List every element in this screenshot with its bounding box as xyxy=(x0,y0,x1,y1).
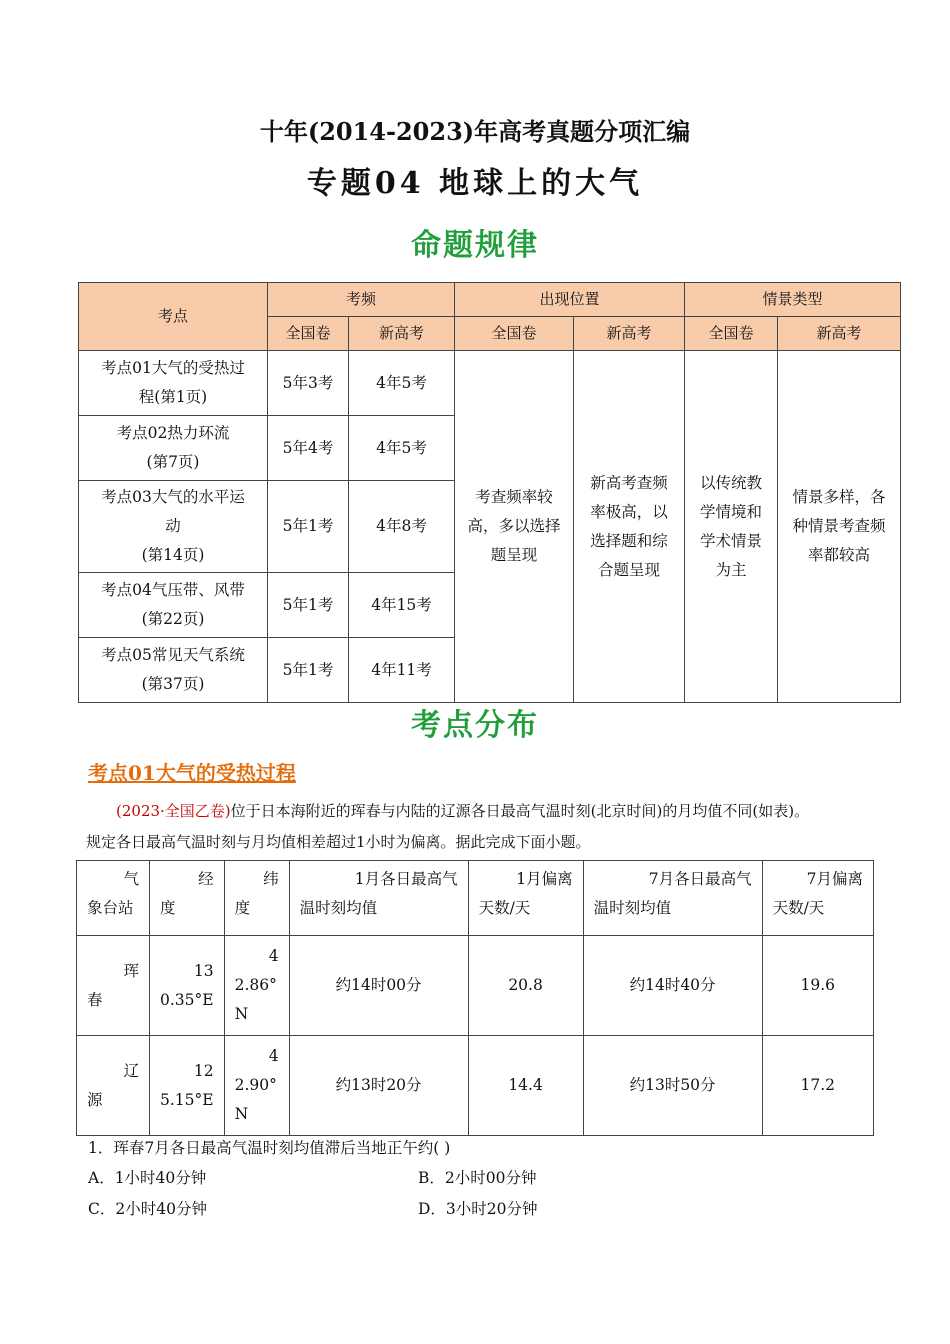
position-national: 考查频率较 高，多以选择 题呈现 xyxy=(455,351,574,703)
subheader-new: 新高考 xyxy=(574,317,685,351)
table-row xyxy=(79,351,901,416)
station-cell: 辽 源 xyxy=(77,1036,150,1136)
topic-title: 专题04 地球上的大气 xyxy=(306,166,644,201)
col-jan-dev: 1月偏离 天数/天 xyxy=(468,861,583,936)
station-data-table xyxy=(76,860,874,1136)
col-jul-time: 7月各日最高气 温时刻均值 xyxy=(583,861,762,936)
option-b: B．2小时00分钟 xyxy=(418,1169,537,1187)
national-freq: 5年1考 xyxy=(268,638,349,703)
national-freq: 5年1考 xyxy=(268,573,349,638)
national-freq: 5年1考 xyxy=(268,481,349,573)
question-intro: (2023·全国乙卷)位于日本海附近的珲春与内陆的辽源各日最高气温时刻(北京时间)的月均值不同(如表)。 规定各日最高气温时刻与月均值相差超过1小时为偏离。据此完成下面小题。 xyxy=(86,802,810,851)
latitude-cell: 4 2.86° N xyxy=(224,936,289,1036)
scene-new: 情景多样，各 种情景考查频 率都较高 xyxy=(778,351,901,703)
new-freq: 4年8考 xyxy=(349,481,455,573)
question-source: (2023·全国乙卷) xyxy=(116,802,231,820)
table-row xyxy=(77,1036,874,1136)
new-freq: 4年5考 xyxy=(349,416,455,481)
option-d: D．3小时20分钟 xyxy=(418,1200,538,1218)
jan-dev-cell: 20.8 xyxy=(468,936,583,1036)
longitude-cell: 13 0.35°E xyxy=(150,936,225,1036)
national-freq: 5年4考 xyxy=(268,416,349,481)
jan-time-cell: 约14时00分 xyxy=(289,936,468,1036)
new-freq: 4年15考 xyxy=(349,573,455,638)
section-title-mingti: 命题规律 xyxy=(411,228,539,263)
position-new: 新高考查频 率极高，以 选择题和综 合题呈现 xyxy=(574,351,685,703)
subheader-national: 全国卷 xyxy=(685,317,778,351)
station-cell: 珲 春 xyxy=(77,936,150,1036)
overview-table xyxy=(78,282,901,703)
col-jul-dev: 7月偏离 天数/天 xyxy=(762,861,873,936)
longitude-cell: 12 5.15°E xyxy=(150,1036,225,1136)
table-row xyxy=(77,936,874,1036)
kaodian-cell: 考点01大气的受热过 程(第1页) xyxy=(79,351,268,416)
option-c: C．2小时40分钟 xyxy=(88,1200,207,1218)
option-a: A．1小时40分钟 xyxy=(88,1169,207,1187)
kaodian-cell: 考点03大气的水平运 动 (第14页) xyxy=(79,481,268,573)
subheader-national: 全国卷 xyxy=(455,317,574,351)
col-jan-time: 1月各日最高气 温时刻均值 xyxy=(289,861,468,936)
document-title: 十年(2014-2023)年高考真题分项汇编 xyxy=(259,117,691,146)
kaodian-cell: 考点02热力环流 (第7页) xyxy=(79,416,268,481)
kaodian-cell: 考点05常见天气系统 (第37页) xyxy=(79,638,268,703)
latitude-cell: 4 2.90° N xyxy=(224,1036,289,1136)
jul-dev-cell: 19.6 xyxy=(762,936,873,1036)
new-freq: 4年11考 xyxy=(349,638,455,703)
kaodian-cell: 考点04气压带、风带 (第22页) xyxy=(79,573,268,638)
scene-national: 以传统教 学情境和 学术情景 为主 xyxy=(685,351,778,703)
jul-dev-cell: 17.2 xyxy=(762,1036,873,1136)
kaodian-heading: 考点01大气的受热过程 xyxy=(88,761,296,785)
subheader-new: 新高考 xyxy=(349,317,455,351)
subheader-national: 全国卷 xyxy=(268,317,349,351)
header-position: 出现位置 xyxy=(455,283,685,317)
subheader-new: 新高考 xyxy=(778,317,901,351)
table-header-row xyxy=(77,861,874,936)
jul-time-cell: 约14时40分 xyxy=(583,936,762,1036)
col-longitude: 经 度 xyxy=(150,861,225,936)
header-frequency: 考频 xyxy=(268,283,455,317)
col-station: 气 象台站 xyxy=(77,861,150,936)
jul-time-cell: 约13时50分 xyxy=(583,1036,762,1136)
header-kaodian: 考点 xyxy=(79,283,268,351)
national-freq: 5年3考 xyxy=(268,351,349,416)
header-scene: 情景类型 xyxy=(685,283,901,317)
question-stem: 1．珲春7月各日最高气温时刻均值滞后当地正午约( ) xyxy=(88,1139,451,1157)
jan-time-cell: 约13时20分 xyxy=(289,1036,468,1136)
col-latitude: 纬 度 xyxy=(224,861,289,936)
jan-dev-cell: 14.4 xyxy=(468,1036,583,1136)
section-title-kaodian: 考点分布 xyxy=(411,708,539,743)
new-freq: 4年5考 xyxy=(349,351,455,416)
